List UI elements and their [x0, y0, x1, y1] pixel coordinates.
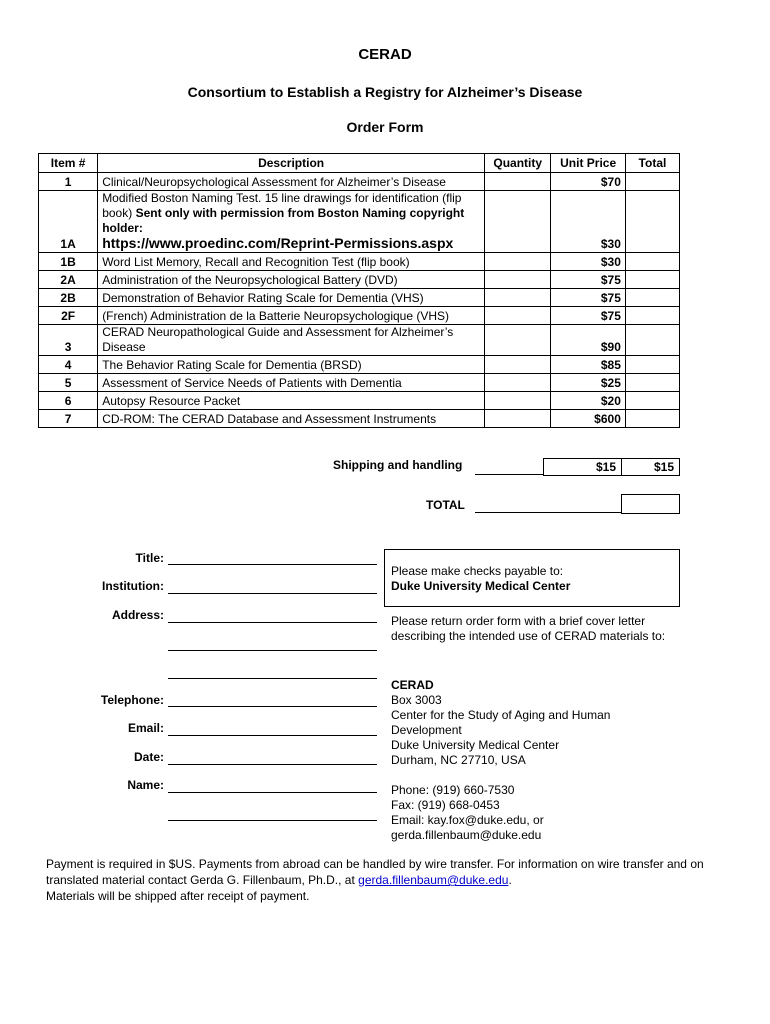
- item-description: Clinical/Neuropsychological Assessment for Alzheimer’s Disease: [98, 173, 485, 191]
- permission-url[interactable]: https://www.proedinc.com/Reprint-Permissions.aspx: [102, 235, 454, 251]
- total-cell[interactable]: [625, 253, 679, 271]
- address-line: Duke University Medical Center: [391, 738, 560, 752]
- return-org: CERAD: [391, 678, 434, 692]
- quantity-cell[interactable]: [485, 253, 551, 271]
- table-row: [39, 173, 680, 191]
- name-label: Name:: [127, 778, 164, 792]
- item-number: 7: [39, 410, 98, 428]
- unit-price: $75: [551, 271, 626, 289]
- unit-price: $600: [551, 410, 626, 428]
- col-total: Total: [625, 154, 679, 173]
- date-label: Date:: [133, 750, 164, 764]
- item-description: (French) Administration de la Batterie Neuropsychologique (VHS): [98, 307, 485, 325]
- item-description: CD-ROM: The CERAD Database and Assessment Instruments: [98, 410, 485, 428]
- table-row: [39, 325, 680, 356]
- col-item: Item #: [39, 154, 98, 173]
- email-field[interactable]: [168, 735, 377, 736]
- quantity-cell[interactable]: [485, 356, 551, 374]
- total-cell[interactable]: [625, 325, 679, 356]
- institution-field[interactable]: [168, 593, 377, 594]
- phone-line: Phone: (919) 660-7530: [391, 783, 515, 797]
- total-cell[interactable]: [625, 289, 679, 307]
- payment-note-period: .: [508, 873, 512, 887]
- item-description: Assessment of Service Needs of Patients with Dementia: [98, 374, 485, 392]
- address-field-line-1[interactable]: [168, 622, 377, 623]
- total-cell[interactable]: [625, 307, 679, 325]
- total-cell[interactable]: [625, 191, 679, 253]
- name-field-line-1[interactable]: [168, 792, 377, 793]
- quantity-cell[interactable]: [485, 410, 551, 428]
- return-address: [391, 678, 681, 768]
- form-title: CERAD: [358, 46, 412, 63]
- quantity-cell[interactable]: [485, 191, 551, 253]
- unit-price: $30: [551, 191, 626, 253]
- total-cell[interactable]: [625, 410, 679, 428]
- table-row: [39, 410, 680, 428]
- table-row: [39, 271, 680, 289]
- unit-price: $70: [551, 173, 626, 191]
- title-field[interactable]: [168, 564, 377, 565]
- unit-price: $90: [551, 325, 626, 356]
- total-cell[interactable]: [625, 374, 679, 392]
- address-label: Address:: [111, 608, 164, 622]
- col-quantity: Quantity: [485, 154, 551, 173]
- item-number: 1B: [39, 253, 98, 271]
- contact-info: [391, 783, 681, 843]
- quantity-cell[interactable]: [485, 374, 551, 392]
- address-field-line-2[interactable]: [168, 650, 377, 651]
- item-description: Demonstration of Behavior Rating Scale for Dementia (VHS): [98, 289, 485, 307]
- total-cell[interactable]: [625, 173, 679, 191]
- item-number: 2B: [39, 289, 98, 307]
- address-line: Durham, NC 27710, USA: [391, 753, 526, 767]
- item-number: 5: [39, 374, 98, 392]
- table-header-row: [39, 154, 680, 173]
- order-items-table: [38, 153, 680, 428]
- shipping-quantity-line[interactable]: [475, 474, 543, 475]
- total-cell[interactable]: [625, 392, 679, 410]
- total-amount-box[interactable]: [621, 494, 680, 514]
- email-line: Email: kay.fox@duke.edu, or: [391, 813, 544, 827]
- table-row: [39, 392, 680, 410]
- quantity-cell[interactable]: [485, 173, 551, 191]
- col-description: Description: [98, 154, 485, 173]
- form-name: Order Form: [346, 119, 424, 135]
- item-number: 1A: [39, 191, 98, 253]
- quantity-cell[interactable]: [485, 271, 551, 289]
- return-instructions: Please return order form with a brief cover letter describing the intended use of CERAD materials to:: [391, 614, 666, 643]
- address-line: Center for the Study of Aging and Human Development: [391, 708, 611, 737]
- item-description: [98, 191, 485, 253]
- payable-note: [391, 564, 681, 594]
- item-number: 4: [39, 356, 98, 374]
- address-field-line-3[interactable]: [168, 678, 377, 679]
- item-description: Word List Memory, Recall and Recognition Test (flip book): [98, 253, 485, 271]
- item-number: 6: [39, 392, 98, 410]
- table-row: [39, 307, 680, 325]
- total-line: [475, 512, 621, 513]
- quantity-cell[interactable]: [485, 392, 551, 410]
- shipping-unit-price: $15: [543, 458, 622, 476]
- quantity-cell[interactable]: [485, 289, 551, 307]
- total-label: TOTAL: [426, 498, 465, 512]
- unit-price: $30: [551, 253, 626, 271]
- quantity-cell[interactable]: [485, 325, 551, 356]
- email-line: gerda.fillenbaum@duke.edu: [391, 828, 542, 842]
- payable-line-2: Duke University Medical Center: [391, 579, 571, 593]
- unit-price: $25: [551, 374, 626, 392]
- payment-note: [46, 856, 736, 904]
- shipping-total: $15: [621, 458, 680, 476]
- item-description: CERAD Neuropathological Guide and Assessment for Alzheimer’s Disease: [98, 325, 485, 356]
- fax-line: Fax: (919) 668-0453: [391, 798, 500, 812]
- payable-line-1: Please make checks payable to:: [391, 564, 564, 578]
- item-description: Autopsy Resource Packet: [98, 392, 485, 410]
- item-description: Administration of the Neuropsychological Battery (DVD): [98, 271, 485, 289]
- item-number: 2A: [39, 271, 98, 289]
- unit-price: $20: [551, 392, 626, 410]
- unit-price: $75: [551, 307, 626, 325]
- item-number: 2F: [39, 307, 98, 325]
- desc-text: Modified Boston Naming Test. 15 line drawings for identification (flip book): [102, 191, 462, 220]
- institution-label: Institution:: [102, 579, 164, 593]
- item-description: The Behavior Rating Scale for Dementia (BRSD): [98, 356, 485, 374]
- shipping-label: Shipping and handling: [333, 458, 463, 472]
- table-row: [39, 253, 680, 271]
- table-row: [39, 191, 680, 253]
- table-row: [39, 374, 680, 392]
- contact-email-link[interactable]: gerda.fillenbaum@duke.edu: [358, 873, 509, 887]
- unit-price: $75: [551, 289, 626, 307]
- col-unit-price: Unit Price: [551, 154, 626, 173]
- date-field[interactable]: [168, 764, 377, 765]
- telephone-label: Telephone:: [100, 693, 164, 707]
- quantity-cell[interactable]: [485, 307, 551, 325]
- email-label: Email:: [127, 721, 164, 735]
- form-subtitle: Consortium to Establish a Registry for Alzheimer’s Disease: [187, 84, 583, 100]
- unit-price: $85: [551, 356, 626, 374]
- total-cell[interactable]: [625, 271, 679, 289]
- address-line: Box 3003: [391, 693, 442, 707]
- table-row: [39, 289, 680, 307]
- total-cell[interactable]: [625, 356, 679, 374]
- name-field-line-2[interactable]: [168, 820, 377, 821]
- item-number: 3: [39, 325, 98, 356]
- telephone-field[interactable]: [168, 706, 377, 707]
- item-number: 1: [39, 173, 98, 191]
- shipping-note: Materials will be shipped after receipt of payment.: [46, 889, 310, 903]
- desc-bold: Sent only with permission from Boston Naming copyright holder:: [102, 206, 465, 235]
- table-row: [39, 356, 680, 374]
- payment-note-text: Payment is required in $US. Payments from abroad can be handled by wire transfer. For information on wire transfer and on translated material contact Gerda G. Fillenbaum, Ph.D., at: [46, 857, 704, 887]
- title-label: Title:: [135, 551, 164, 565]
